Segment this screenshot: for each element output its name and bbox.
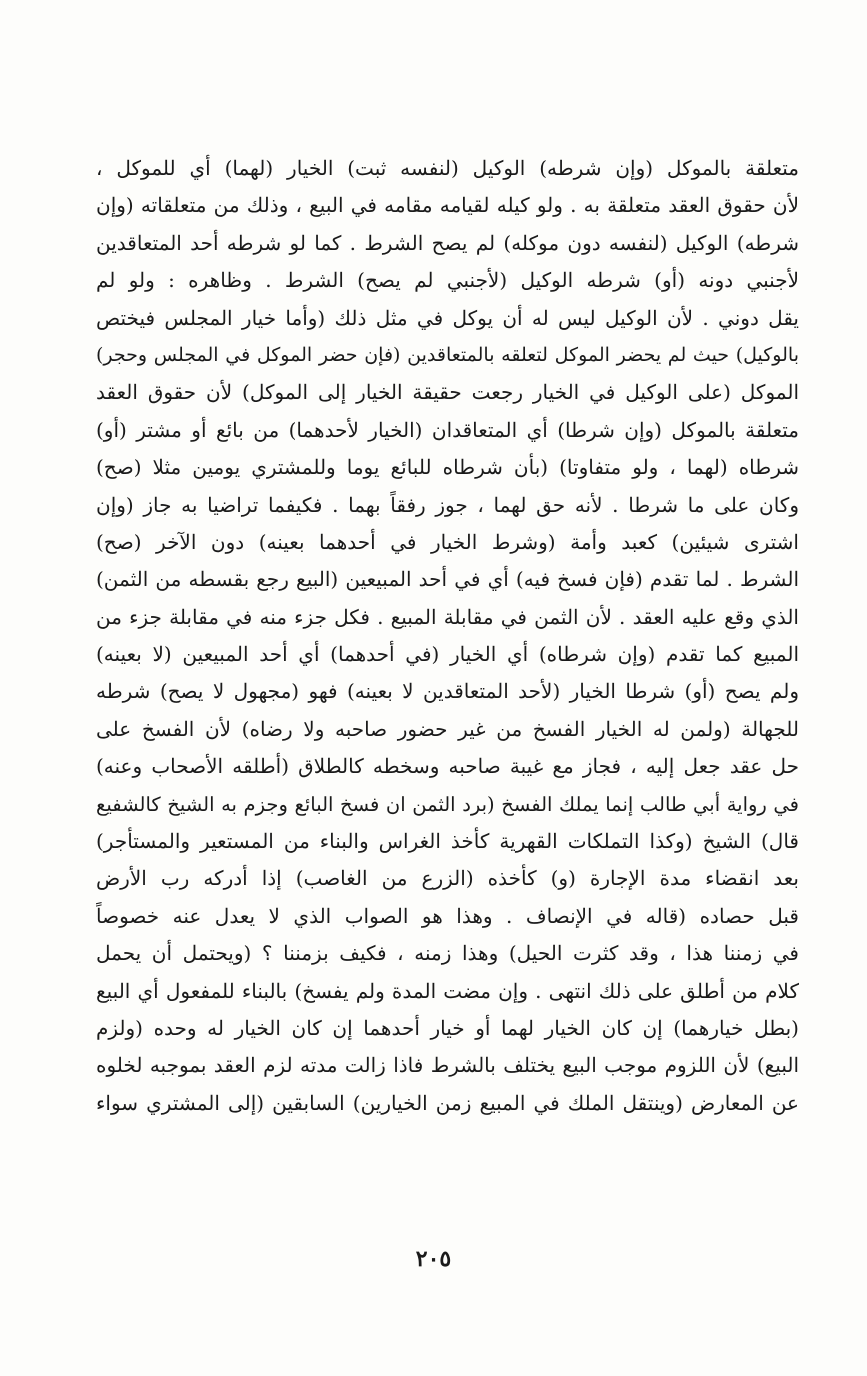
text-line: كلام من أطلق على ذلك انتهى . وإن مضت المدة ولم يفسخ) بالبناء للمفعول أي البيع	[96, 978, 799, 1003]
text-line: للجهالة (ولمن له الخيار الفسخ من غير حضور صاحبه ولا رضاه) لأن الفسخ على	[96, 716, 799, 741]
text-line: البيع) لأن اللزوم موجب البيع يختلف بالشرط فاذا زالت مدته لزم العقد بموجبه لخلوه	[96, 1053, 799, 1078]
page-number: ٢٠٥	[415, 1246, 452, 1272]
text-line: الذي وقع عليه العقد . لأن الثمن في مقابلة المبيع . فكل جزء منه في مقابلة جزء من	[96, 604, 799, 629]
text-line: في رواية أبي طالب إنما يملك الفسخ (برد الثمن ان فسخ البائع وجزم به الشيخ كالشفيع	[96, 792, 799, 816]
text-line: وكان على ما شرطا . لأنه حق لهما ، جوز رفقاً بهما . فكيفما تراضيا به جاز (وإن	[96, 492, 799, 517]
text-line: لأجنبي دونه (أو) شرطه الوكيل (لأجنبي لم يصح) الشرط . وظاهره : ولو لم	[96, 268, 799, 293]
text-line: قال) الشيخ (وكذا التملكات القهرية كأخذ الغراس والبناء من المستعير والمستأجر)	[96, 829, 799, 854]
text-line: حل عقد جعل إليه ، فجاز مع غيبة صاحبه وسخطه كالطلاق (أطلقه الأصحاب وعنه)	[96, 754, 799, 779]
text-line: متعلقة بالموكل (وإن شرطه) الوكيل (لنفسه ثبت) الخيار (لهما) أي للموكل ،	[96, 156, 799, 180]
body-text	[96, 150, 799, 1122]
text-line: يقل دوني . لأن الوكيل ليس له أن يوكل في مثل ذلك (وأما خيار المجلس فيختص	[96, 305, 799, 330]
text-line: شرطه) الوكيل (لنفسه دون موكله) لم يصح الشرط . كما لو شرطه أحد المتعاقدين	[96, 230, 799, 255]
text-line: الموكل (على الوكيل في الخيار رجعت حقيقة الخيار إلى الموكل) لأن حقوق العقد	[96, 380, 799, 405]
text-line: المبيع كما تقدم (وإن شرطاه) أي الخيار (في أحدهما) أي أحد المبيعين (لا بعينه)	[96, 642, 799, 667]
text-line: (بطل خيارهما) إن كان الخيار لهما أو خيار أحدهما إن كان الخيار له وحده (ولزم	[96, 1015, 799, 1040]
text-line: بالوكيل) حيث لم يحضر الموكل لتعلقه بالمتعاقدين (فإن حضر الموكل في المجلس وحجر)	[96, 343, 799, 366]
text-line: في زمننا هذا ، وقد كثرت الحيل) وهذا زمنه ، فكيف بزمننا ؟ (ويحتمل أن يحمل	[96, 941, 799, 966]
text-line: اشترى شيئين) كعبد وأمة (وشرط الخيار في أحدهما بعينه) دون الآخر (صح)	[96, 529, 799, 554]
text-line: ولم يصح (أو) شرطا الخيار (لأحد المتعاقدين لا بعينه) فهو (مجهول لا يصح) شرطه	[96, 679, 799, 704]
text-line: عن المعارض (وينتقل الملك في المبيع زمن الخيارين) السابقين (إلى المشتري سواء	[96, 1090, 799, 1115]
text-line: بعد انقضاء مدة الإجارة (و) كأخذه (الزرع من الغاصب) إذا أدركه رب الأرض	[96, 866, 799, 891]
text-line: الشرط . لما تقدم (فإن فسخ فيه) أي في أحد المبيعين (البيع رجع بقسطه من الثمن)	[96, 567, 799, 592]
text-line: متعلقة بالموكل (وإن شرطا) أي المتعاقدان (الخيار لأحدهما) من بائع أو مشتر (أو)	[96, 417, 799, 442]
text-line: قبل حصاده (قاله في الإنصاف . وهذا هو الصواب الذي لا يعدل عنه خصوصاً	[96, 903, 799, 928]
text-line: لأن حقوق العقد متعلقة به . ولو كيله لقيامه مقامه في البيع ، وذلك من متعلقاته (وإن	[96, 193, 799, 218]
text-line: شرطاه (لهما ، ولو متفاوتا) (بأن شرطاه للبائع يوما وللمشتري يومين مثلا (صح)	[96, 455, 799, 480]
